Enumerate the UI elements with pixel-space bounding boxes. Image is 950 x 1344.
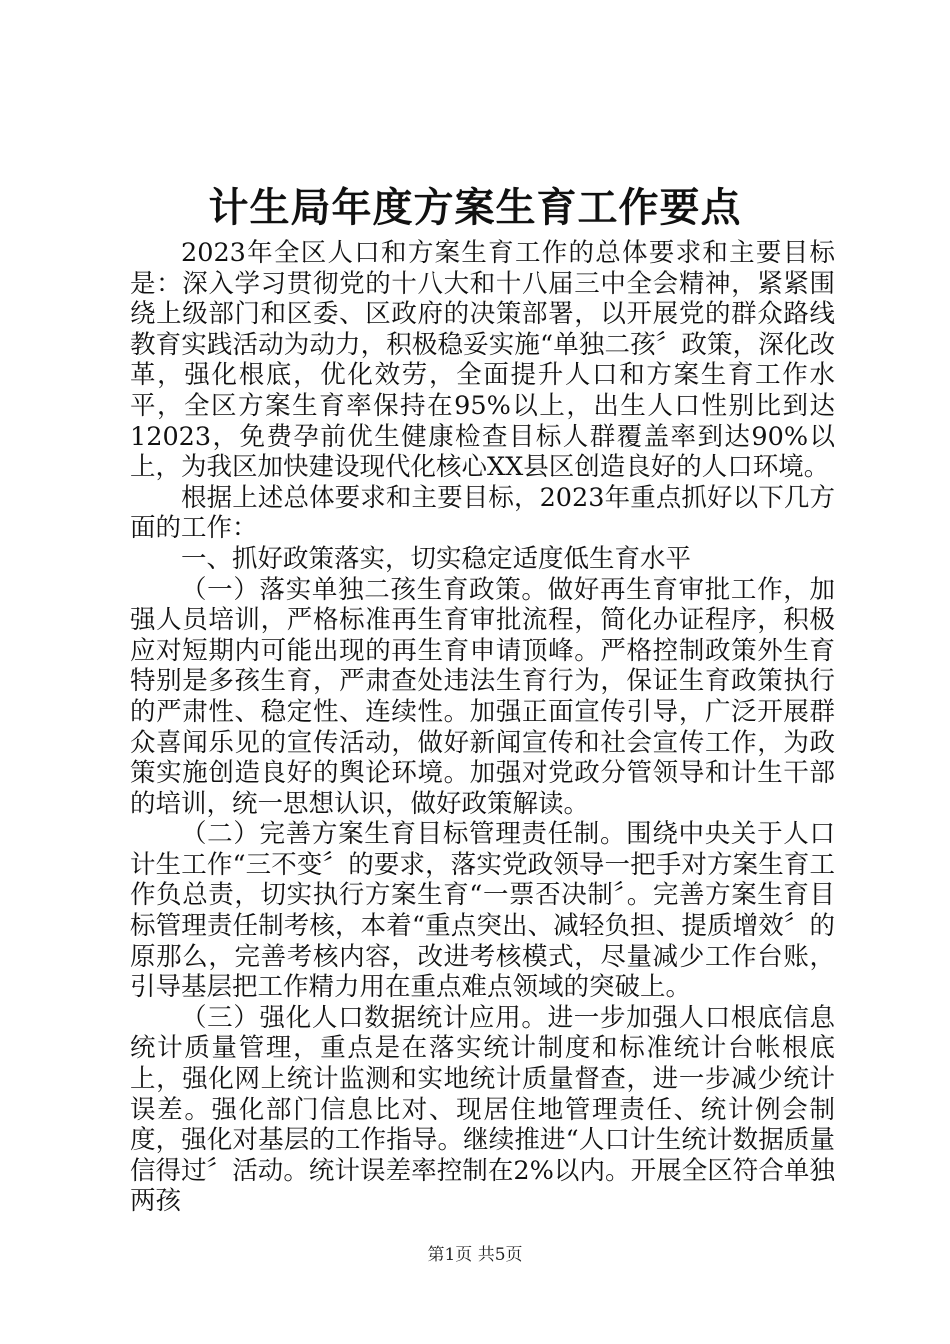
paragraph-general-requirements: 2023年全区人口和方案生育工作的总体要求和主要目标是：深入学习贯彻党的十八大和十八届三中全会精神，紧紧围绕上级部门和区委、区政府的决策部署，以开展党的群众路线教育实践活动为动力，积极稳妥实施“单独二孩〞政策，深化改革，强化根底，优化效劳，全面提升人口和方案生育工作水平，全区方案生育率保持在95%以上，出生人口性别比到达12023，免费孕前优生健康检查目标人群覆盖率到达90%以上，为我区加快建设现代化核心XX县区创造良好的人口环境。: [130, 238, 835, 483]
page-number-footer: 第1页 共5页: [427, 1245, 523, 1265]
paragraph-item-1: （一）落实单独二孩生育政策。做好再生育审批工作，加强人员培训，严格标准再生育审批流程，简化办证程序，积极应对短期内可能出现的再生育申请顶峰。严格控制政策外生育特别是多孩生育，严肃查处违法生育行为，保证生育政策执行的严肃性、稳定性、连续性。加强正面宣传引导，广泛开展群众喜闻乐见的宣传活动，做好新闻宣传和社会宣传工作，为政策实施创造良好的舆论环境。加强对党政分管领导和计生干部的培训，统一思想认识，做好政策解读。: [130, 574, 835, 819]
paragraph-item-3: （三）强化人口数据统计应用。进一步加强人口根底信息统计质量管理，重点是在落实统计制度和标准统计台帐根底上，强化网上统计监测和实地统计质量督查，进一步减少统计误差。强化部门信息比对、现居住地管理责任、统计例会制度，强化对基层的工作指导。继续推进“人口计生统计数据质量信得过〞活动。统计误差率控制在2%以内。开展全区符合单独两孩: [130, 1002, 835, 1217]
document-body: [130, 238, 835, 1217]
section-heading-1: 一、抓好政策落实，切实稳定适度低生育水平: [181, 543, 692, 574]
document-title: 计生局年度方案生育工作要点: [208, 184, 742, 231]
paragraph-item-2: （二）完善方案生育目标管理责任制。围绕中央关于人口计生工作“三不变〞的要求，落实党政领导一把手对方案生育工作负总责，切实执行方案生育“一票否决制〞。完善方案生育目标管理责任制考核，本着“重点突出、减轻负担、提质增效〞的原那么，完善考核内容，改进考核模式，尽量减少工作台账，引导基层把工作精力用在重点难点领域的突破上。: [130, 819, 835, 1003]
paragraph-key-work-intro: 根据上述总体要求和主要目标，2023年重点抓好以下几方面的工作：: [130, 482, 835, 544]
